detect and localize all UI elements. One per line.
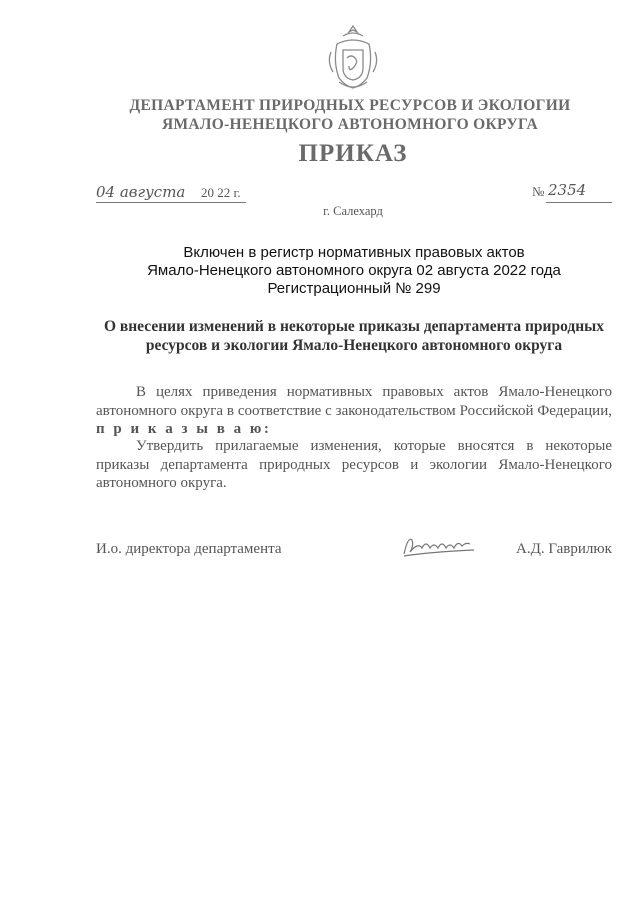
department-name-line2: ЯМАЛО-НЕНЕЦКОГО АВТОНОМНОГО ОКРУГА xyxy=(161,116,539,133)
order-number xyxy=(532,183,612,205)
order-date xyxy=(96,183,246,205)
number-handwritten: 2354 xyxy=(548,181,587,199)
subject-line1: О внесении изменений в некоторые приказы департамента природных xyxy=(103,318,605,335)
document-title: ПРИКАЗ xyxy=(298,140,408,167)
registration-line3: Регистрационный № 299 xyxy=(267,280,441,297)
date-handwritten: 04 августа xyxy=(96,183,186,201)
city: г. Салехард xyxy=(323,204,383,218)
signatory-name: А.Д. Гаврилюк xyxy=(516,541,612,557)
signatory-role: И.о. директора департамента xyxy=(96,541,282,557)
paragraph1-emphasis: п р и к а з ы в а ю: xyxy=(96,421,272,437)
subject-line2: ресурсов и экологии Ямало-Ненецкого автономного округа xyxy=(145,337,563,354)
handwritten-signature-icon xyxy=(400,530,482,560)
body-paragraph-1 xyxy=(96,383,612,439)
department-name-line1: ДЕПАРТАМЕНТ ПРИРОДНЫХ РЕСУРСОВ И ЭКОЛОГИИ xyxy=(129,97,571,114)
number-underline xyxy=(546,202,612,203)
number-label: № xyxy=(532,184,545,199)
date-year: 20 22 г. xyxy=(201,185,241,200)
registration-line2: Ямало-Ненецкого автономного округа 02 августа 2022 года xyxy=(147,262,561,279)
paragraph1-text: В целях приведения нормативных правовых актов Ямало-Ненецкого автономного округа в соответствие с законодательством Российской Федерации, xyxy=(96,384,612,419)
body-paragraph-2: Утвердить прилагаемые изменения, которые вносятся в некоторые приказы департамента природных ресурсов и экологии Ямало-Ненецкого автономного округа. xyxy=(96,438,612,491)
registration-line1: Включен в регистр нормативных правовых актов xyxy=(183,244,525,261)
date-underline xyxy=(96,202,246,203)
coat-of-arms-icon xyxy=(325,22,381,92)
